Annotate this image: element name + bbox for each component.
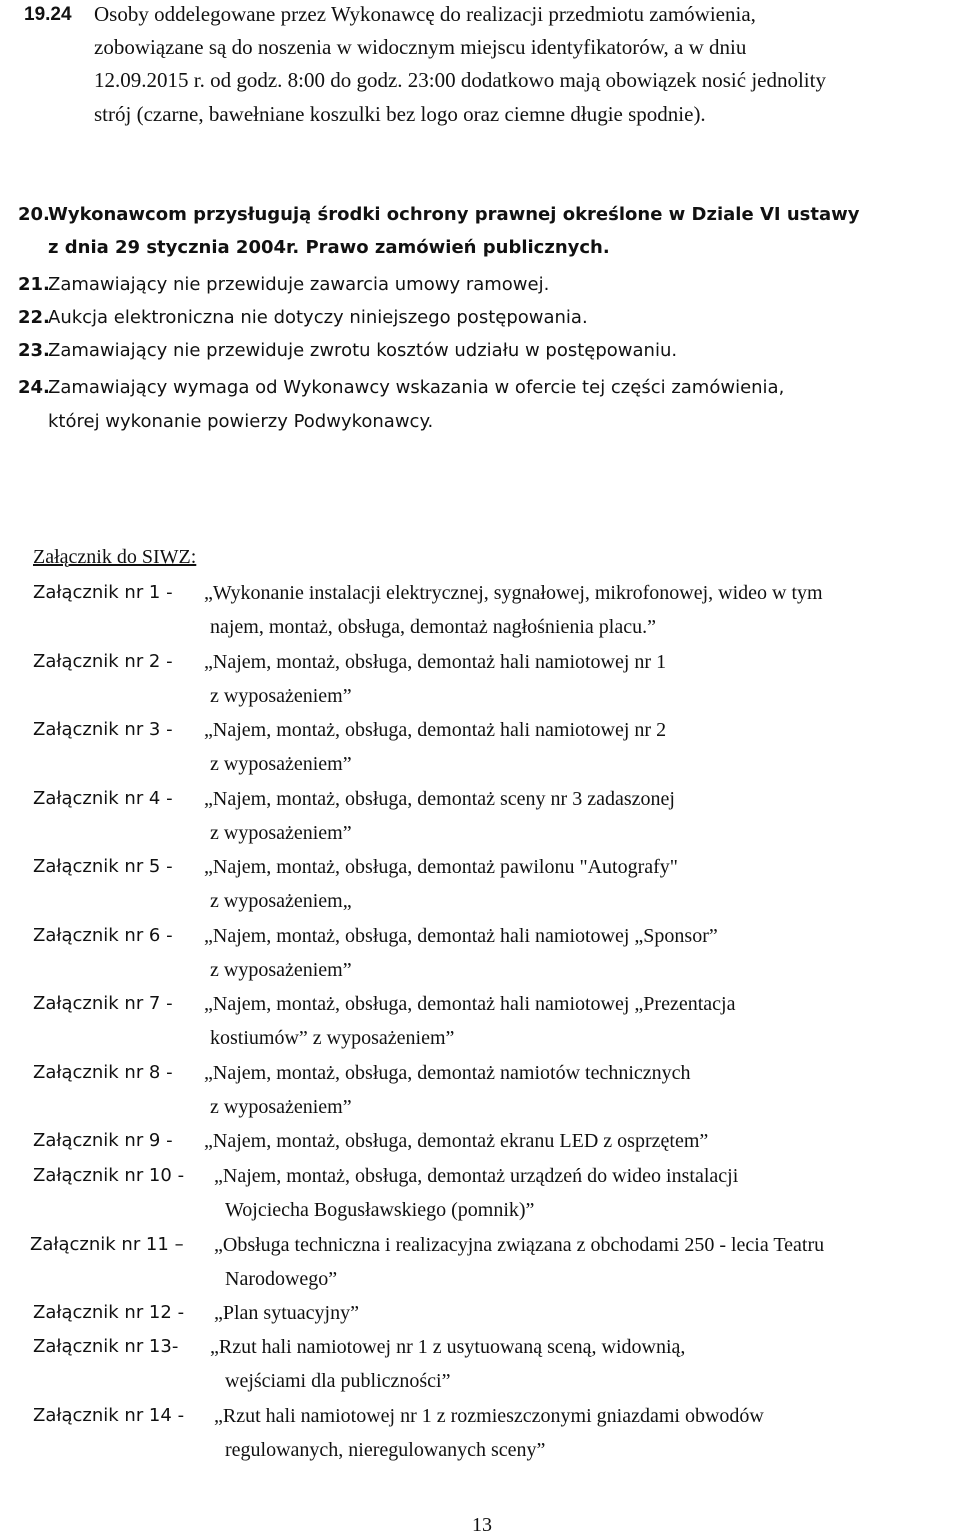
attachment-title: „Najem, montaż, obsługa, demontaż urządzeń do wideo instalacji <box>214 1165 739 1187</box>
item-text: Aukcja elektroniczna nie dotyczy niniejszego postępowania. <box>48 307 588 328</box>
item-number: 20. <box>18 204 50 225</box>
attachment-title: „Wykonanie instalacji elektrycznej, sygnałowej, mikrofonowej, wideo w tym <box>204 582 823 604</box>
attachments-heading: Załącznik do SIWZ: <box>33 546 197 568</box>
paragraph-line: zobowiązane są do noszenia w widocznym miejscu identyfikatorów, a w dniu <box>94 35 747 59</box>
attachment-title: „Rzut hali namiotowej nr 1 z usytuowaną sceną, widownią, <box>210 1336 686 1358</box>
item-number: 23. <box>18 340 50 361</box>
attachment-label: Załącznik nr 12 - <box>33 1302 185 1323</box>
attachment-title: „Najem, montaż, obsługa, demontaż hali namiotowej nr 2 <box>204 719 667 741</box>
attachment-title-continued: Narodowego” <box>225 1268 338 1290</box>
item-text: Zamawiający nie przewiduje zwrotu kosztów udziału w postępowaniu. <box>48 340 678 361</box>
attachment-title-continued: najem, montaż, obsługa, demontaż nagłośnienia placu.” <box>210 616 656 638</box>
item-text: z dnia 29 stycznia 2004r. Prawo zamówień publicznych. <box>48 237 610 258</box>
attachment-label: Załącznik nr 4 - <box>33 788 173 809</box>
item-number: 22. <box>18 307 50 328</box>
paragraph-line: 12.09.2015 r. od godz. 8:00 do godz. 23:00 dodatkowo mają obowiązek nosić jednolity <box>94 68 826 92</box>
attachment-title: „Najem, montaż, obsługa, demontaż hali namiotowej nr 1 <box>204 651 667 673</box>
attachment-label: Załącznik nr 6 - <box>33 925 173 946</box>
attachment-label: Załącznik nr 3 - <box>33 719 173 740</box>
item-text: Wykonawcom przysługują środki ochrony prawnej określone w Dziale VI ustawy <box>48 204 860 225</box>
attachment-title-continued: z wyposażeniem” <box>210 753 352 775</box>
attachment-label: Załącznik nr 11 – <box>30 1234 184 1255</box>
item-text: Zamawiający wymaga od Wykonawcy wskazania w ofercie tej części zamówienia, <box>48 377 785 398</box>
attachment-label: Załącznik nr 14 - <box>33 1405 185 1426</box>
attachment-label: Załącznik nr 13- <box>33 1336 179 1357</box>
attachment-title: „Najem, montaż, obsługa, demontaż pawilonu "Autografy" <box>204 856 678 878</box>
attachment-title-continued: z wyposażeniem” <box>210 959 352 981</box>
attachment-title-continued: Wojciecha Bogusławskiego (pomnik)” <box>225 1199 535 1221</box>
attachment-title-continued: z wyposażeniem” <box>210 685 352 707</box>
attachment-label: Załącznik nr 1 - <box>33 582 173 603</box>
attachment-title-continued: z wyposażeniem„ <box>210 890 352 912</box>
attachment-title: „Obsługa techniczna i realizacyjna związana z obchodami 250 - lecia Teatru <box>214 1234 825 1256</box>
attachment-title-continued: regulowanych, nieregulowanych sceny” <box>225 1439 546 1461</box>
attachment-title-continued: wejściami dla publiczności” <box>225 1370 451 1392</box>
attachment-title: „Plan sytuacyjny” <box>214 1302 359 1324</box>
attachment-title-continued: z wyposażeniem” <box>210 1096 352 1118</box>
paragraph-line: strój (czarne, bawełniane koszulki bez logo oraz ciemne długie spodnie). <box>94 102 706 126</box>
attachment-title-continued: kostiumów” z wyposażeniem” <box>210 1027 455 1049</box>
attachment-title: „Najem, montaż, obsługa, demontaż sceny nr 3 zadaszonej <box>204 788 675 810</box>
attachment-label: Załącznik nr 7 - <box>33 993 173 1014</box>
item-number: 24. <box>18 377 50 398</box>
attachment-label: Załącznik nr 9 - <box>33 1130 173 1151</box>
attachment-title: „Najem, montaż, obsługa, demontaż hali namiotowej „Prezentacja <box>204 993 736 1015</box>
attachment-label: Załącznik nr 10 - <box>33 1165 185 1186</box>
section-number: 19.24 <box>24 4 72 25</box>
attachment-label: Załącznik nr 5 - <box>33 856 173 877</box>
item-text: której wykonanie powierzy Podwykonawcy. <box>48 411 434 432</box>
attachment-title: „Najem, montaż, obsługa, demontaż namiotów technicznych <box>204 1062 691 1084</box>
page-number: 13 <box>472 1514 492 1536</box>
attachment-title-continued: z wyposażeniem” <box>210 822 352 844</box>
paragraph-line: Osoby oddelegowane przez Wykonawcę do realizacji przedmiotu zamówienia, <box>94 2 756 26</box>
attachment-title: „Najem, montaż, obsługa, demontaż ekranu LED z osprzętem” <box>204 1130 709 1152</box>
attachment-title: „Rzut hali namiotowej nr 1 z rozmieszczonymi gniazdami obwodów <box>214 1405 764 1427</box>
attachment-title: „Najem, montaż, obsługa, demontaż hali namiotowej „Sponsor” <box>204 925 718 947</box>
attachment-label: Załącznik nr 8 - <box>33 1062 173 1083</box>
item-number: 21. <box>18 274 50 295</box>
attachment-label: Załącznik nr 2 - <box>33 651 173 672</box>
item-text: Zamawiający nie przewiduje zawarcia umowy ramowej. <box>48 274 550 295</box>
